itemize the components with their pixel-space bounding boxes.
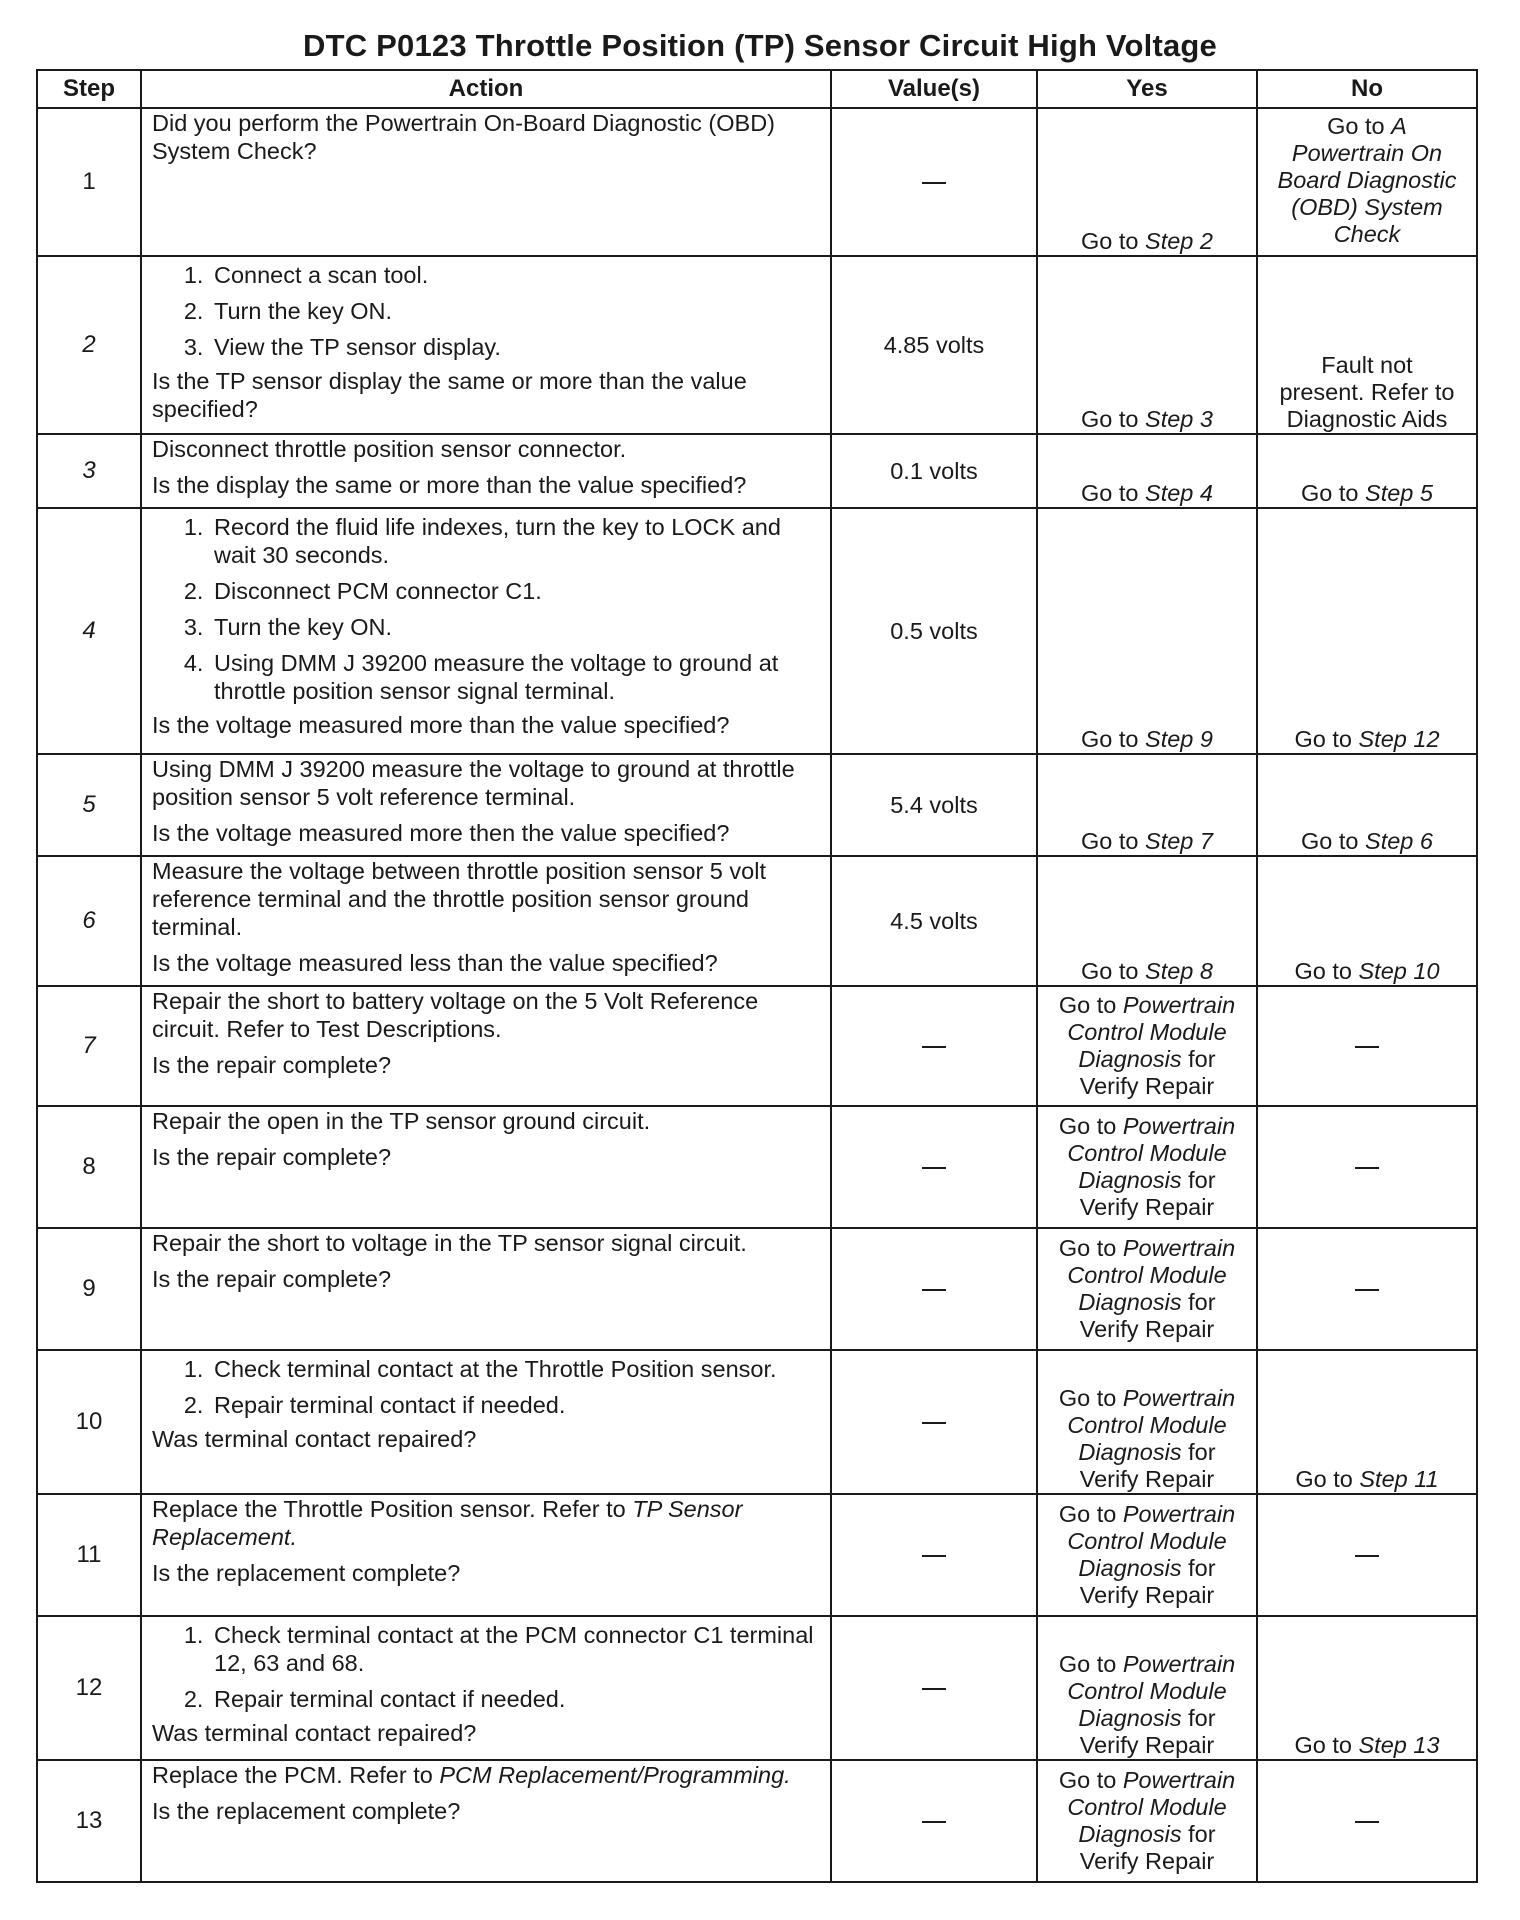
- header-row: [37, 70, 1477, 108]
- dash-mark: [922, 1422, 946, 1424]
- list-item: 1. Check terminal contact at the PCM connector C1 terminal 12, 63 and 68.: [210, 1621, 820, 1677]
- list-item: 1. Record the fluid life indexes, turn the key to LOCK and wait 30 seconds.: [210, 513, 820, 569]
- yes-cell: Go to Step 9: [1037, 508, 1257, 754]
- no-cell: Fault not present. Refer to Diagnostic Aids: [1257, 256, 1477, 434]
- no-cell: Go to Step 5: [1257, 434, 1477, 508]
- step-reference: Step 12: [1358, 726, 1440, 752]
- step-reference: Step 6: [1365, 828, 1433, 854]
- table-row: [37, 256, 1477, 434]
- table-row: [37, 856, 1477, 986]
- step-number: 6: [37, 856, 141, 986]
- step-number: 2: [37, 256, 141, 434]
- step-number: 8: [37, 1106, 141, 1228]
- no-cell: [1257, 1228, 1477, 1350]
- value-cell: 4.5 volts: [831, 856, 1037, 986]
- no-cell: Go to Step 6: [1257, 754, 1477, 856]
- table-row: [37, 1494, 1477, 1616]
- list-item: 4. Using DMM J 39200 measure the voltage to ground at throttle position sensor signal terminal.: [210, 649, 820, 705]
- action-text: Replace the PCM. Refer to PCM Replacement/Programming.: [152, 1762, 791, 1788]
- table-row: [37, 754, 1477, 856]
- yes-cell: Go to Powertrain Control Module Diagnosis for Verify Repair: [1037, 1228, 1257, 1350]
- yes-cell: Go to Powertrain Control Module Diagnosis for Verify Repair: [1037, 1494, 1257, 1616]
- table-row: [37, 1760, 1477, 1882]
- action-text: Using DMM J 39200 measure the voltage to ground at throttle position sensor 5 volt reference terminal.: [152, 756, 795, 810]
- table-row: [37, 108, 1477, 256]
- dash-mark: [922, 1555, 946, 1557]
- list-item: 2. Disconnect PCM connector C1.: [210, 577, 820, 605]
- dash-mark: [922, 1688, 946, 1690]
- value-cell: [831, 1760, 1037, 1882]
- step-number: 4: [37, 508, 141, 754]
- action-cell: [141, 434, 831, 508]
- value-cell: 0.5 volts: [831, 508, 1037, 754]
- table-row: [37, 1350, 1477, 1494]
- dash-mark: [922, 1167, 946, 1169]
- action-cell: [141, 108, 831, 256]
- action-question: Is the display the same or more than the value specified?: [152, 472, 747, 498]
- list-item: 1. Check terminal contact at the Throttle Position sensor.: [210, 1355, 820, 1383]
- value-cell: [831, 108, 1037, 256]
- action-text: Repair the open in the TP sensor ground circuit.: [152, 1108, 651, 1134]
- yes-cell: Go to Step 4: [1037, 434, 1257, 508]
- table-row: [37, 1106, 1477, 1228]
- step-reference: Step 7: [1145, 828, 1213, 854]
- dash-mark: [1355, 1167, 1379, 1169]
- dash-mark: [1355, 1555, 1379, 1557]
- action-cell: [141, 986, 831, 1106]
- dash-mark: [922, 1289, 946, 1291]
- step-reference: Step 2: [1145, 228, 1213, 254]
- header-values: Value(s): [831, 70, 1037, 108]
- header-no: No: [1257, 70, 1477, 108]
- step-reference: Step 8: [1145, 958, 1213, 984]
- action-question: Was terminal contact repaired?: [152, 1720, 477, 1746]
- step-number: 12: [37, 1616, 141, 1760]
- no-cell: [1257, 986, 1477, 1106]
- dash-mark: [922, 182, 946, 184]
- header-action: Action: [141, 70, 831, 108]
- action-text: Measure the voltage between throttle position sensor 5 volt reference terminal and the throttle position sensor ground terminal.: [152, 858, 766, 940]
- step-number: 10: [37, 1350, 141, 1494]
- step-reference: Step 10: [1358, 958, 1440, 984]
- dash-mark: [1355, 1046, 1379, 1048]
- value-cell: 5.4 volts: [831, 754, 1037, 856]
- yes-cell: Go to Powertrain Control Module Diagnosis for Verify Repair: [1037, 1760, 1257, 1882]
- action-list: [152, 1621, 820, 1713]
- no-cell: [1257, 1494, 1477, 1616]
- value-cell: [831, 1494, 1037, 1616]
- action-question: Is the replacement complete?: [152, 1798, 461, 1824]
- step-number: 3: [37, 434, 141, 508]
- value-cell: [831, 1350, 1037, 1494]
- yes-cell: Go to Powertrain Control Module Diagnosis for Verify Repair: [1037, 1106, 1257, 1228]
- action-cell: [141, 754, 831, 856]
- table-row: [37, 508, 1477, 754]
- value-cell: [831, 1616, 1037, 1760]
- yes-cell: Go to Step 8: [1037, 856, 1257, 986]
- value-cell: 0.1 volts: [831, 434, 1037, 508]
- list-item: 3. Turn the key ON.: [210, 613, 820, 641]
- header-yes: Yes: [1037, 70, 1257, 108]
- action-question: Is the repair complete?: [152, 1266, 392, 1292]
- dash-mark: [922, 1046, 946, 1048]
- action-list: [152, 261, 820, 361]
- no-cell: Go to Step 13: [1257, 1616, 1477, 1760]
- step-number: 5: [37, 754, 141, 856]
- step-reference: Step 5: [1365, 480, 1433, 506]
- value-cell: [831, 986, 1037, 1106]
- action-text: Repair the short to voltage in the TP sensor signal circuit.: [152, 1230, 747, 1256]
- no-cell: Go to A Powertrain On Board Diagnostic (OBD) System Check: [1257, 108, 1477, 256]
- yes-cell: Go to Powertrain Control Module Diagnosis for Verify Repair: [1037, 1350, 1257, 1494]
- dash-mark: [1355, 1289, 1379, 1291]
- step-reference: Step 4: [1145, 480, 1213, 506]
- dash-mark: [922, 1821, 946, 1823]
- no-cell: [1257, 1106, 1477, 1228]
- list-item: 3. View the TP sensor display.: [210, 333, 820, 361]
- table-row: [37, 1616, 1477, 1760]
- table-row: [37, 1228, 1477, 1350]
- step-number: 1: [37, 108, 141, 256]
- list-item: 2. Repair terminal contact if needed.: [210, 1391, 820, 1419]
- action-cell: [141, 508, 831, 754]
- action-cell: [141, 1228, 831, 1350]
- list-item: 1. Connect a scan tool.: [210, 261, 820, 289]
- dash-mark: [1355, 1821, 1379, 1823]
- reference-link: PCM Replacement/Programming.: [439, 1762, 791, 1788]
- action-question: Did you perform the Powertrain On-Board Diagnostic (OBD) System Check?: [152, 110, 775, 164]
- yes-cell: Go to Powertrain Control Module Diagnosis for Verify Repair: [1037, 1616, 1257, 1760]
- step-number: 9: [37, 1228, 141, 1350]
- action-cell: [141, 1350, 831, 1494]
- page-title: DTC P0123 Throttle Position (TP) Sensor Circuit High Voltage: [303, 28, 1217, 63]
- action-cell: [141, 1494, 831, 1616]
- step-reference: Step 13: [1358, 1732, 1440, 1758]
- action-question: Is the replacement complete?: [152, 1560, 461, 1586]
- yes-cell: Go to Step 3: [1037, 256, 1257, 434]
- no-cell: [1257, 1760, 1477, 1882]
- action-cell: [141, 856, 831, 986]
- header-step: Step: [37, 70, 141, 108]
- list-item: 2. Turn the key ON.: [210, 297, 820, 325]
- no-cell: Go to Step 10: [1257, 856, 1477, 986]
- value-cell: 4.85 volts: [831, 256, 1037, 434]
- no-cell: Go to Step 12: [1257, 508, 1477, 754]
- diagnostic-table: [36, 69, 1478, 1883]
- action-question: Is the TP sensor display the same or more than the value specified?: [152, 368, 747, 422]
- yes-cell: Go to Step 2: [1037, 108, 1257, 256]
- value-cell: [831, 1106, 1037, 1228]
- action-question: Is the repair complete?: [152, 1052, 392, 1078]
- list-item: 2. Repair terminal contact if needed.: [210, 1685, 820, 1713]
- value-cell: [831, 1228, 1037, 1350]
- action-list: [152, 1355, 820, 1419]
- action-question: Was terminal contact repaired?: [152, 1426, 477, 1452]
- action-cell: [141, 1760, 831, 1882]
- action-text: Repair the short to battery voltage on the 5 Volt Reference circuit. Refer to Test Descriptions.: [152, 988, 759, 1042]
- yes-cell: Go to Step 7: [1037, 754, 1257, 856]
- no-cell: Go to Step 11: [1257, 1350, 1477, 1494]
- action-text: Disconnect throttle position sensor connector.: [152, 436, 627, 462]
- yes-cell: Go to Powertrain Control Module Diagnosis for Verify Repair: [1037, 986, 1257, 1106]
- action-list: [152, 513, 820, 705]
- step-number: 11: [37, 1494, 141, 1616]
- action-cell: [141, 256, 831, 434]
- step-reference: Step 9: [1145, 726, 1213, 752]
- action-cell: [141, 1106, 831, 1228]
- action-question: Is the voltage measured less than the value specified?: [152, 950, 718, 976]
- table-row: [37, 986, 1477, 1106]
- table-row: [37, 434, 1477, 508]
- step-reference: Step 3: [1145, 406, 1213, 432]
- reference-link: TP Sensor Replacement.: [152, 1496, 743, 1550]
- action-cell: [141, 1616, 831, 1760]
- action-question: Is the voltage measured more then the value specified?: [152, 820, 730, 846]
- action-question: Is the voltage measured more than the value specified?: [152, 712, 730, 738]
- step-reference: Step 11: [1359, 1466, 1439, 1492]
- step-number: 13: [37, 1760, 141, 1882]
- action-question: Is the repair complete?: [152, 1144, 392, 1170]
- action-text: Replace the Throttle Position sensor. Refer to TP Sensor Replacement.: [152, 1496, 743, 1550]
- step-number: 7: [37, 986, 141, 1106]
